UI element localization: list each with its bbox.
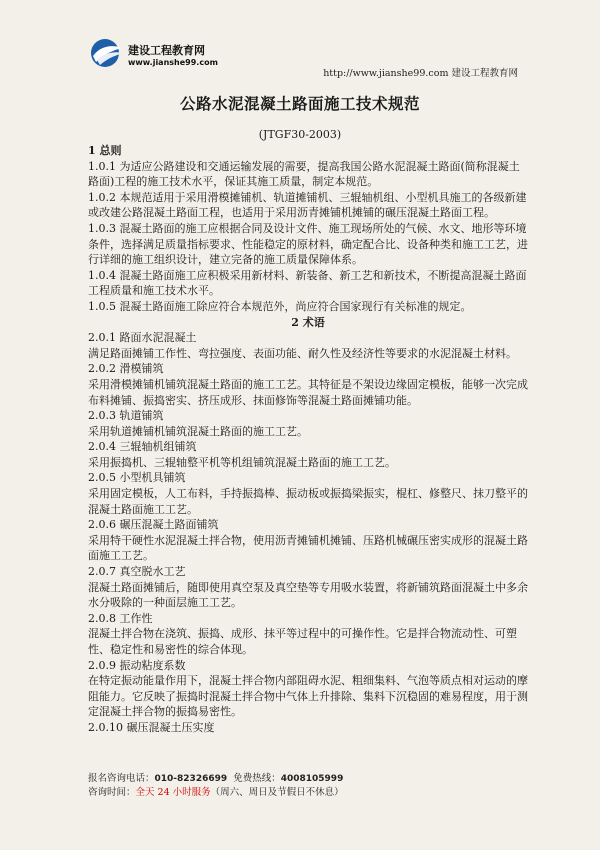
term-2-0-9-text: 在特定振动能量作用下，混凝土拌合物内部阻碍水泥、粗细集料、气泡等质点相对运动的摩阻能力。它反映了振捣时混凝土拌合物中气体上升排除、集料下沉稳固的难易程度，用于测定混凝土拌合物的振捣易密性。 <box>88 674 528 719</box>
clause-1-0-2: 1.0.2 本规范适用于采用滑模摊铺机、轨道摊铺机、三辊轴机组、小型机具施工的各级新建或改建公路混凝土路面工程，也适用于采用沥青摊铺机摊铺的碾压混凝土路面工程。 <box>88 190 527 220</box>
footer-phone-label: 报名咨询电话： <box>88 773 155 784</box>
term-2-0-5-text: 采用固定模板，人工布料，手持振捣棒、振动板或振捣梁振实，棍杠、修整尺、抹刀整平的混凝土路面施工工艺。 <box>88 487 528 516</box>
term-2-0-7-text: 混凝土路面摊铺后，随即使用真空泵及真空垫等专用吸水装置，将新铺筑路面混凝土中多余水分吸除的一种面层施工工艺。 <box>88 580 528 610</box>
header-site-link[interactable] <box>323 65 518 79</box>
term-2-0-4-heading: 2.0.4 三辊轴机组铺筑 <box>88 440 197 454</box>
footer-phone-number[interactable]: 010-82326699 <box>154 774 228 784</box>
term-2-0-1-heading: 2.0.1 路面水泥混凝土 <box>88 331 197 345</box>
term-2-0-2-heading: 2.0.2 滑模铺筑 <box>88 362 164 376</box>
term-2-0-6-heading: 2.0.6 碾压混凝土路面铺筑 <box>88 518 219 532</box>
term-2-0-2-text: 采用滑模摊铺机铺筑混凝土路面的施工工艺。其特征是不架设边缘固定模板，能够一次完成布料摊铺、振捣密实、挤压成形、抹面修饰等混凝土路面摊铺功能。 <box>88 377 528 407</box>
section-heading-terms: 2 术语 <box>291 315 325 329</box>
footer-hours-label: 咨询时间： <box>88 787 136 798</box>
header-url[interactable]: http://www.jianshe99.com <box>323 68 449 79</box>
term-2-0-7-heading: 2.0.7 真空脱水工艺 <box>88 565 186 579</box>
site-logo[interactable] <box>88 36 228 78</box>
document-title: 公路水泥混凝土路面施工技术规范 <box>179 94 420 113</box>
clause-1-0-5: 1.0.5 混凝土路面施工除应符合本规范外，尚应符合国家现行有关标准的规定。 <box>88 299 472 313</box>
logo-site-url[interactable]: www.jianshe99.com <box>128 58 218 67</box>
logo-site-name: 建设工程教育网 <box>128 44 205 57</box>
footer-hours-value: 全天 24 小时服务 <box>135 787 211 798</box>
term-2-0-5-heading: 2.0.5 小型机具铺筑 <box>88 471 186 485</box>
footer-hours-note: （周六、周日及节假日不休息） <box>210 787 344 798</box>
document-code: (JTGF30-2003) <box>258 128 342 141</box>
document-body <box>88 143 528 736</box>
term-2-0-1-text: 满足路面摊铺工作性、弯拉强度、表面功能、耐久性及经济性等要求的水泥混凝土材料。 <box>88 346 517 360</box>
term-2-0-8-text: 混凝土拌合物在浇筑、振捣、成形、抹平等过程中的可操作性。它是拌合物流动性、可塑性、稳定性和易密性的综合体现。 <box>88 627 517 656</box>
header-site-name: 建设工程教育网 <box>451 68 518 79</box>
term-2-0-3-heading: 2.0.3 轨道铺筑 <box>88 409 164 423</box>
term-2-0-4-text: 采用振捣机、三辊轴整平机等机组铺筑混凝土路面的施工工艺。 <box>88 455 396 469</box>
footer-hours-line <box>88 786 344 800</box>
section-heading-general: 1 总则 <box>88 144 122 157</box>
clause-1-0-3: 1.0.3 混凝土路面的施工应根据合同及设计文件、施工现场所处的气候、水文、地形等环境条件，选择满足质量指标要求、性能稳定的原材料，确定配合比、设备种类和施工工艺，进行详细的施工组织设计，建立完备的施工质量保障体系。 <box>88 221 528 267</box>
globe-logo-icon <box>88 36 126 70</box>
term-2-0-8-heading: 2.0.8 工作性 <box>88 611 153 625</box>
contact-footer <box>88 772 344 800</box>
clause-1-0-4: 1.0.4 混凝土路面施工应积极采用新材料、新装备、新工艺和新技术，不断提高混凝土路面工程质量和施工技术水平。 <box>88 268 527 298</box>
term-2-0-10-heading: 2.0.10 碾压混凝土压实度 <box>88 720 215 734</box>
clause-1-0-1: 1.0.1 为适应公路建设和交通运输发展的需要，提高我国公路水泥混凝土路面(简称混凝土路面)工程的施工技术水平，保证其施工质量，制定本规范。 <box>88 159 520 189</box>
term-2-0-3-text: 采用轨道摊铺机铺筑混凝土路面的施工工艺。 <box>88 424 308 438</box>
footer-hotline-label: 免费热线： <box>233 773 281 784</box>
term-2-0-9-heading: 2.0.9 振动粘度系数 <box>88 658 186 672</box>
footer-hotline-number[interactable]: 4008105999 <box>280 774 344 784</box>
footer-phone-line <box>88 772 344 786</box>
term-2-0-6-text: 采用特干硬性水泥混凝土拌合物，使用沥青摊铺机摊铺、压路机械碾压密实成形的混凝土路面施工工艺。 <box>88 533 528 563</box>
